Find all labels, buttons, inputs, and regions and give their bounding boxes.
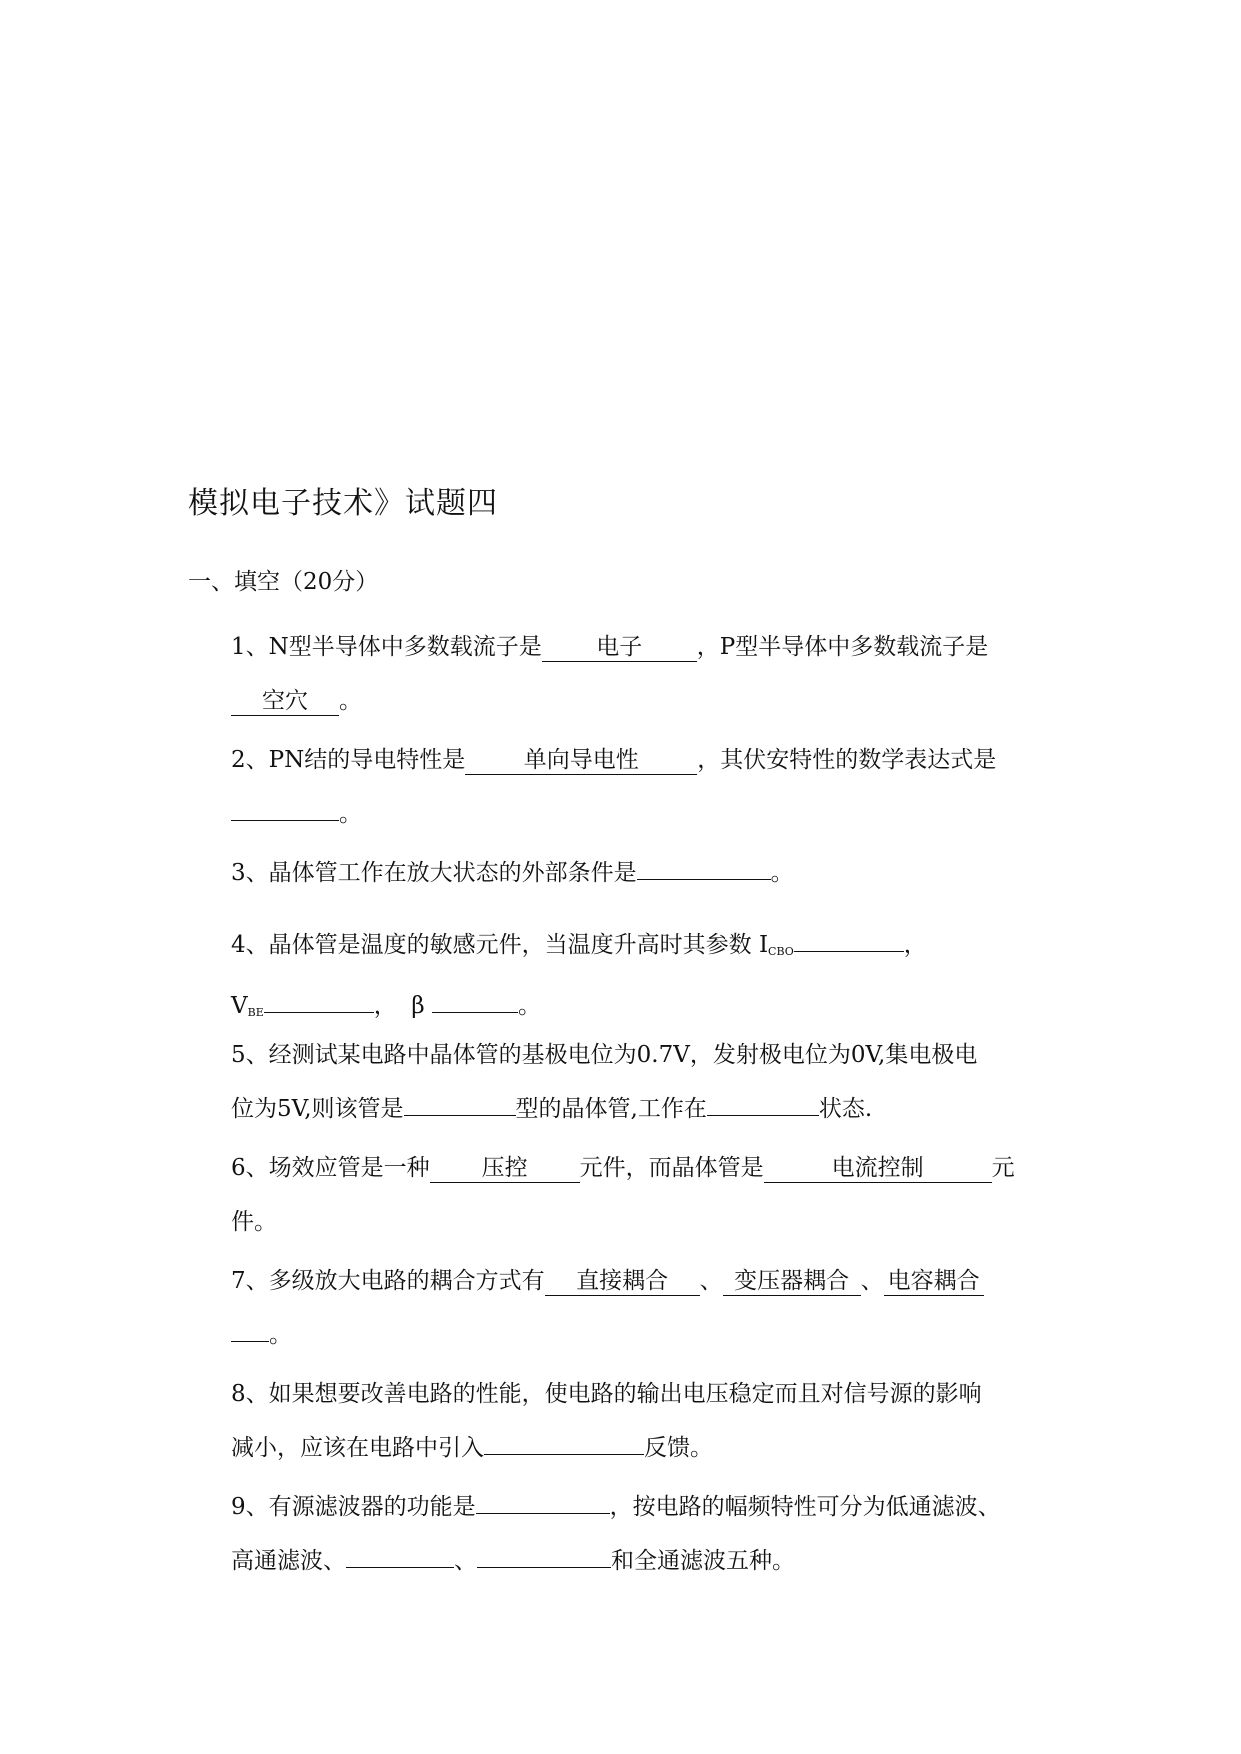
question-text: 。 [339,688,362,714]
question-text: ，其伏安特性的数学表达式是 [697,747,997,773]
question-text: 和全通滤波五种。 [611,1548,795,1574]
answer-text: 直接耦合 [576,1268,669,1294]
subscript: BE [247,1006,264,1019]
question-text: ，P型半导体中多数载流子是 [696,634,989,660]
answer-blank [465,746,697,775]
answer-blank [484,1454,644,1455]
question-text: β [411,993,425,1019]
answer-text: 变压器耦合 [734,1268,850,1294]
question-text: 。 [339,801,362,827]
answer-text: 电流控制 [831,1155,924,1181]
question-text: 高通滤波、 [231,1548,346,1574]
answer-blank [545,1267,700,1296]
question-text: V [231,993,248,1019]
answer-blank [637,879,771,880]
answer-blank [231,1341,269,1342]
question-text: 1、N型半导体中多数载流子是 [231,634,542,660]
question-text: 。 [770,860,794,886]
question-text: 反馈。 [644,1435,713,1461]
question-text: 型的晶体管,工作在 [515,1096,707,1122]
question-text: 、 [860,1268,884,1294]
question-text: 元 [991,1155,1015,1181]
question-text: 、 [454,1548,477,1574]
question-2 [231,733,1051,841]
answer-blank [794,951,904,952]
answer-blank [432,1012,518,1013]
question-text: 3、晶体管工作在放大状态的外部条件是 [231,860,637,886]
section-heading: 一、填空（20分） [188,569,379,595]
question-7 [231,1254,1051,1362]
question-text: 位为5V,则该管是 [231,1096,404,1122]
question-text: ， [373,993,397,1019]
question-text: 件。 [231,1209,277,1235]
answer-blank [231,820,339,821]
question-text: ，按电路的幅频特性可分为低通滤波、 [609,1494,1001,1520]
answer-blank [404,1115,516,1116]
question-5 [231,1028,1051,1136]
question-8 [231,1367,1051,1475]
answer-text: 压控 [481,1155,528,1181]
answer-blank [723,1267,861,1296]
question-text: 9、有源滤波器的功能是 [231,1494,476,1520]
question-text: 、 [699,1268,723,1294]
question-text: 7、多级放大电路的耦合方式有 [231,1268,545,1294]
question-1 [231,620,1051,728]
answer-text: 空穴 [262,688,308,714]
subscript: CBO [768,945,794,958]
page-title: 模拟电子技术》试题四 [188,486,498,521]
question-text: 减小，应该在电路中引入 [231,1435,484,1461]
question-text: 。 [269,1322,292,1348]
question-text: 2、PN结的导电特性是 [231,747,466,773]
question-text: 元件，而晶体管是 [579,1155,764,1181]
question-text: ， [903,932,927,958]
question-text: 。 [517,993,541,1019]
question-text: 6、场效应管是一种 [231,1155,430,1181]
answer-blank [476,1513,610,1514]
answer-blank [707,1115,819,1116]
question-4 [231,918,1051,1040]
question-text: 5、经测试某电路中晶体管的基极电位为0.7V，发射极电位为0V,集电极电 [231,1042,978,1068]
answer-blank [764,1154,992,1183]
answer-blank [264,1012,374,1013]
answer-blank [477,1567,611,1568]
answer-text: 单向导电性 [523,747,639,773]
answer-blank [542,633,697,662]
question-text: 状态. [818,1096,873,1122]
question-3 [231,846,1051,900]
answer-text: 电容耦合 [887,1268,980,1294]
question-9 [231,1480,1051,1588]
question-text: 4、晶体管是温度的敏感元件，当温度升高时其参数 I [231,932,769,958]
answer-blank [346,1567,454,1568]
answer-text: 电子 [596,634,643,660]
answer-blank [430,1154,580,1183]
question-text: 8、如果想要改善电路的性能，使电路的输出电压稳定而且对信号源的影响 [231,1381,982,1407]
question-6 [231,1141,1051,1249]
answer-blank [231,687,339,716]
answer-blank [884,1267,984,1296]
